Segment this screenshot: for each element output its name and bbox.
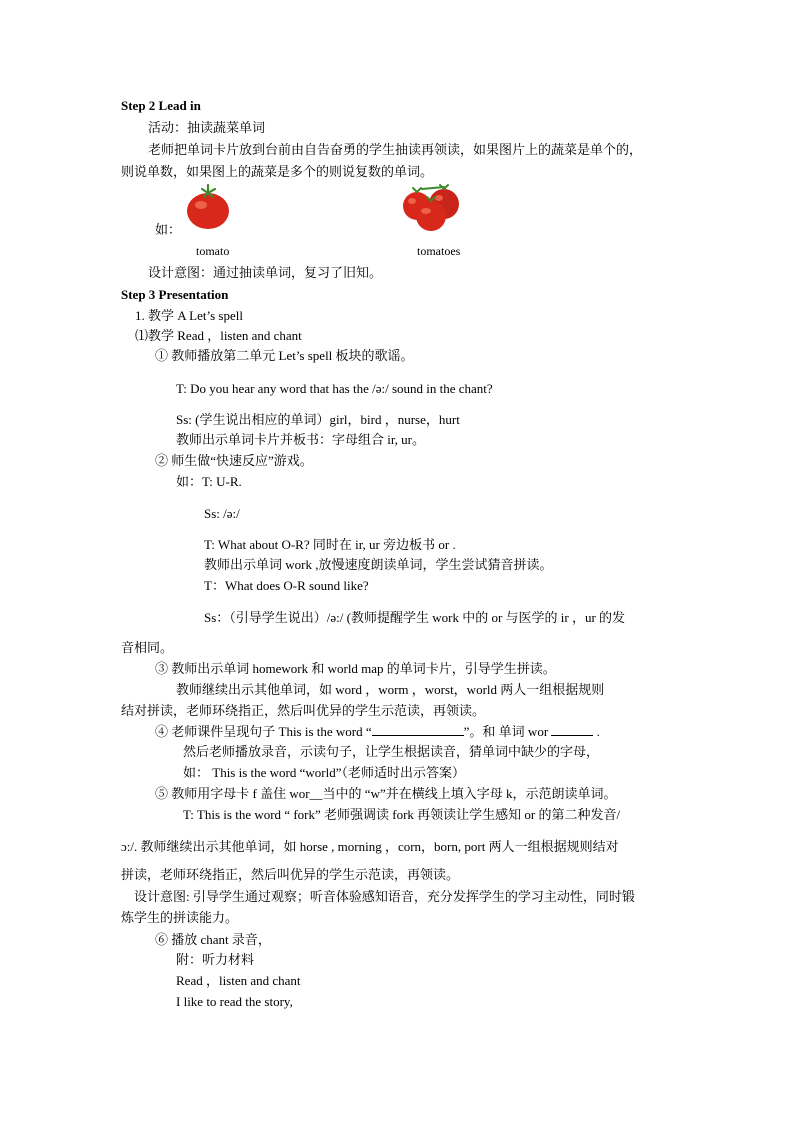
step3-circle2: ② 师生做“快速反应”游戏。 [155, 453, 313, 468]
step3-circle6-appendix: 附：听力材料 [176, 952, 255, 967]
step3-design-intent-line1: 设计意图: 引导学生通过观察；听音体验感知语音，充分发挥学生的学习主动性，同时锻 [134, 889, 635, 904]
step3-circle2-ss: Ss: /ə:/ [204, 506, 240, 521]
step3-circle1: ① 教师播放第二单元 Let’s spell 板块的歌谣。 [155, 348, 414, 363]
step3-item1: 1. 教学 A Let’s spell [135, 308, 243, 323]
step3-circle6-chant-title: Read ，listen and chant [176, 973, 301, 988]
step3-circle1-board: 教师出示单词卡片并板书：字母组合 ir, ur。 [176, 432, 425, 447]
step3-circle4-play: 然后老师播放录音，示读句子，让学生根据读音，猜单词中缺少的字母， [183, 744, 600, 759]
step3-sub1: ⑴教学 Read ，listen and chant [135, 328, 302, 343]
caption-tomatoes: tomatoes [417, 244, 461, 258]
step2-design-intent: 设计意图：通过抽读单词，复习了旧知。 [148, 265, 383, 280]
circle4-text-b: ”。和 单词 wor [463, 724, 549, 739]
tomatoes-cluster-image [400, 183, 462, 233]
step3-circle3-more: 教师继续出示其他单词，如 word ，worm ，worst，world 两人一组根据规则 [176, 682, 605, 697]
tomato-single-image [184, 183, 234, 233]
circle4-text-a: ④ 老师课件呈现句子 This is the word “ [155, 724, 372, 739]
step3-circle3: ③ 教师出示单词 homework 和 world map 的单词卡片，引导学生拼读。 [155, 661, 556, 676]
circle4-blank-sentence [372, 724, 464, 736]
step3-circle2-example: 如：T: U-R. [176, 474, 242, 489]
step3-circle4 [155, 724, 600, 740]
caption-tomato: tomato [196, 244, 230, 258]
step3-circle5-fork: T: This is the word “ fork” 老师强调读 fork 再领读让学生感知 or 的第二种发音/ [183, 807, 621, 822]
step3-circle4-example: 如： This is the word “world”（老师适时出示答案） [183, 765, 466, 780]
step2-desc-line2: 则说单数，如果图上的蔬菜是多个的则说复数的单词。 [121, 164, 434, 179]
step2-heading: Step 2 Lead in [121, 98, 201, 113]
step3-circle2-t: T: What about O-R? 同时在 ir, ur 旁边板书 or . [204, 537, 456, 552]
example-prefix: 如： [155, 222, 182, 237]
step3-circle5: ⑤ 教师用字母卡 f 盖住 wor__当中的 “w”并在横线上填入字母 k，示范朗读单词。 [155, 786, 617, 801]
step2-activity: 活动：抽读蔬菜单词 [148, 120, 266, 135]
step3-circle2-ss2: Ss：（引导学生说出）/ə:/ (教师提醒学生 work 中的 or 与医学的 ir ，ur 的发 [204, 610, 626, 625]
step3-circle6: ⑥ 播放 chant 录音， [155, 932, 271, 947]
circle4-blank-word [551, 724, 593, 736]
step3-circle2-same: 音相同。 [121, 640, 174, 655]
step3-design-intent-line2: 炼学生的拼读能力。 [121, 910, 239, 925]
step3-circle1-answer: Ss: (学生说出相应的单词）girl，bird ，nurse，hurt [176, 412, 460, 427]
step3-circle1-question: T: Do you hear any word that has the /ə:/ sound in the chant? [176, 381, 493, 396]
step3-circle2-work: 教师出示单词 work ,放慢速度朗读单词，学生尝试猜音拼读。 [204, 557, 553, 572]
step3-circle2-sound: T：What does O-R sound like? [204, 578, 369, 593]
step3-circle5-pair: 拼读，老师环绕指正，然后叫优异的学生示范读，再领读。 [121, 867, 460, 882]
step3-circle6-chant-line1: I like to read the story, [176, 994, 293, 1009]
step3-circle5-more: ɔ:/. 教师继续出示其他单词，如 horse , morning ，corn，born, port 两人一组根据规则结对 [121, 839, 619, 854]
circle4-text-c: . [596, 724, 600, 739]
step3-circle3-pair: 结对拼读，老师环绕指正，然后叫优异的学生示范读，再领读。 [121, 703, 486, 718]
step2-desc-line1: 老师把单词卡片放到台前由自告奋勇的学生抽读再领读，如果图片上的蔬菜是单个的， [148, 142, 643, 157]
step3-heading: Step 3 Presentation [121, 287, 229, 302]
